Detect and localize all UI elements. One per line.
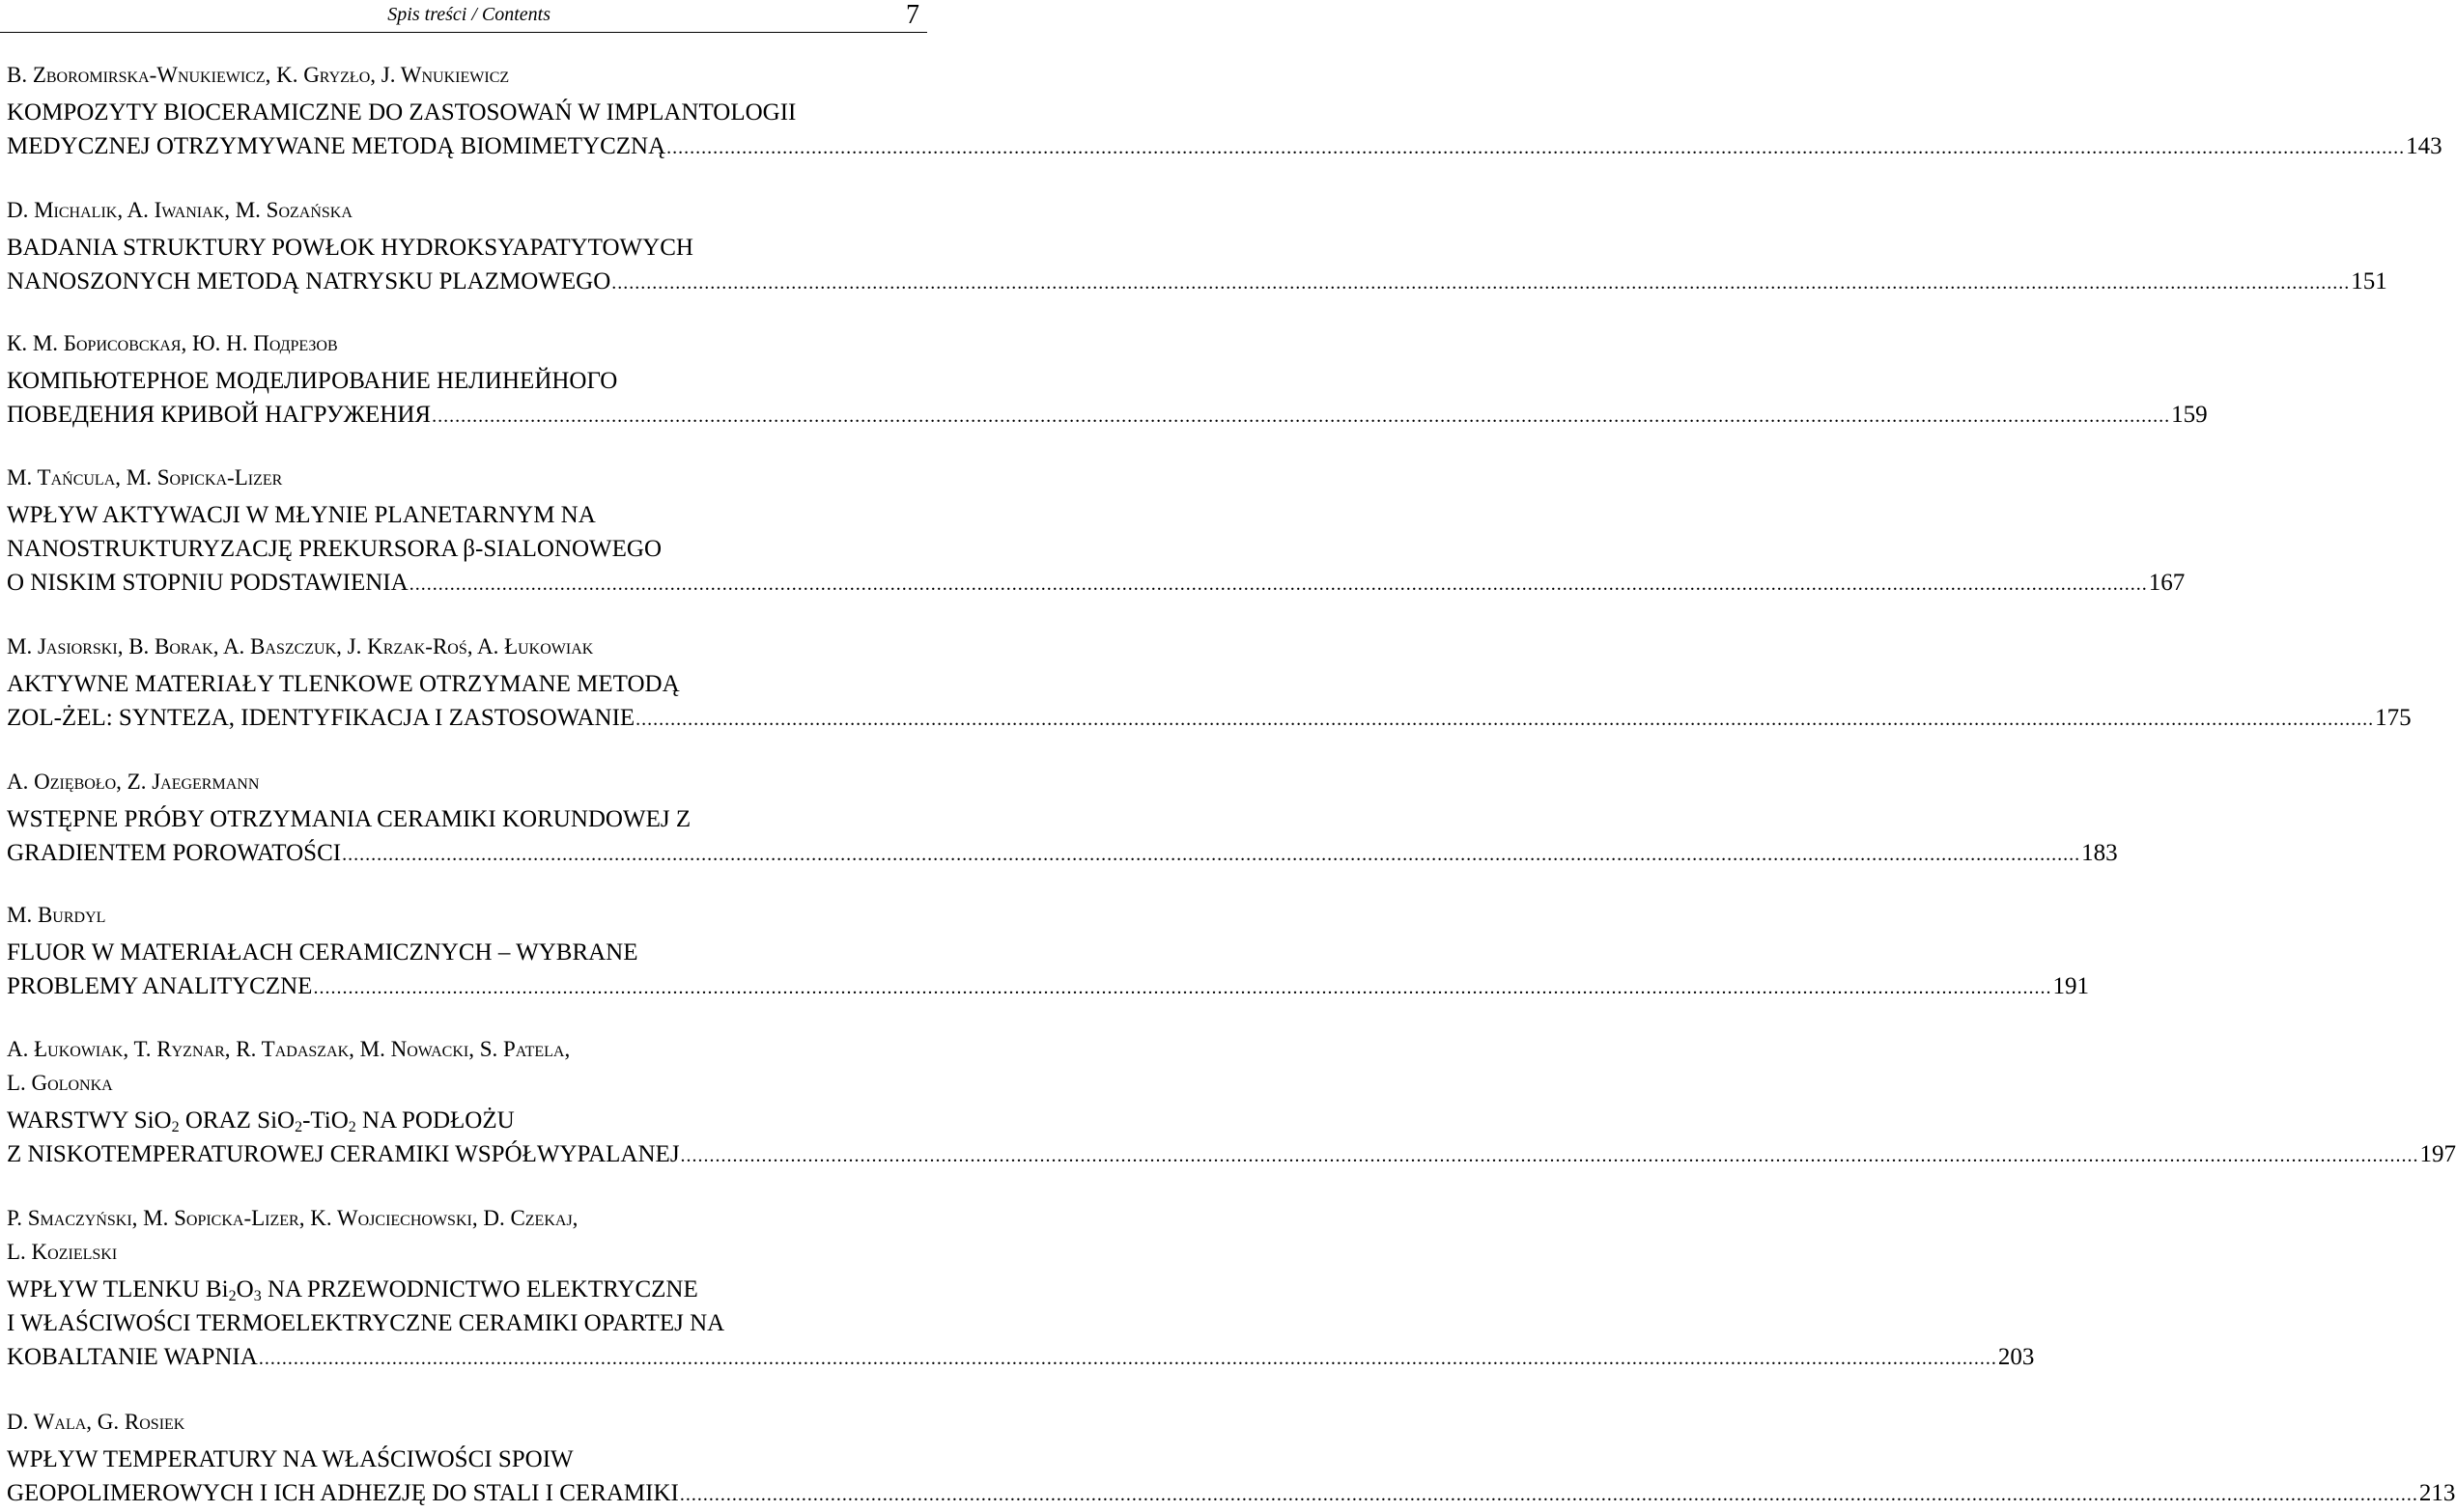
title-last-line <box>7 969 2089 1003</box>
leader-dots: ............................................................................................................................................................................................................................................................................................................ <box>679 1484 2418 1505</box>
subscript: 2 <box>348 1119 356 1135</box>
entry-page: 183 <box>2081 840 2118 866</box>
title-line: I WŁAŚCIWOŚCI TERMOELEKTRYCZNE CERAMIKI OPARTEJ NA <box>7 1310 725 1336</box>
leader-dots: ............................................................................................................................................................................................................................................................................................................ <box>611 272 2351 294</box>
title-line: WPŁYW AKTYWACJI W MŁYNIE PLANETARNYM NA <box>7 502 596 528</box>
subscript: 2 <box>228 1288 237 1304</box>
entry-page: 203 <box>1997 1344 2035 1370</box>
title-text: -TiO <box>302 1107 349 1134</box>
leader-dots: ............................................................................................................................................................................................................................................................................................................ <box>666 137 2406 158</box>
title-text: NA PODŁOŻU <box>355 1107 515 1134</box>
title-line: O NISKIM STOPNIU PODSTAWIENIA <box>7 570 409 596</box>
title-line: WPŁYW TEMPERATURY NA WŁAŚCIWOŚCI SPOIW <box>7 1446 574 1472</box>
entry-title <box>7 1273 2035 1374</box>
running-title: Spis treści / Contents <box>387 4 550 25</box>
entry-title <box>7 1442 2456 1510</box>
title-line: Z NISKOTEMPERATUROWEJ CERAMIKI WSPÓŁWYPALANEJ <box>7 1141 680 1167</box>
subscript: 2 <box>295 1119 303 1135</box>
entry-authors: M. Jasiorski, B. Borak, A. Baszczuk, J. Krzak-Roś, A. Łukowiak <box>7 634 594 658</box>
title-line: WSTĘPNE PRÓBY OTRZYMANIA CERAMIKI KORUNDOWEJ Z <box>7 806 692 832</box>
title-line: КОМПЬЮТЕРНОЕ МОДЕЛИРОВАНИЕ НЕЛИНЕЙНОГО <box>7 368 618 394</box>
page-number: 7 <box>906 0 919 30</box>
entry-title <box>7 802 2118 870</box>
title-line <box>7 1273 920 1306</box>
title-text: ORAZ SiO <box>179 1107 296 1134</box>
title-last-line <box>7 398 2208 432</box>
entry-page: 151 <box>2351 268 2387 294</box>
title-line: AKTYWNE MATERIAŁY TLENKOWE OTRZYMANE METODĄ <box>7 671 680 697</box>
toc-entry[interactable] <box>7 326 2208 432</box>
toc-entry[interactable] <box>7 765 2118 870</box>
title-last-line <box>7 701 2412 735</box>
toc-entry[interactable] <box>7 630 2412 735</box>
title-text: WPŁYW TLENKU Bi <box>7 1276 229 1302</box>
entry-authors: D. Michalik, A. Iwaniak, M. Sozańska <box>7 198 353 222</box>
entry-authors: A. Łukowiak, T. Ryznar, R. Tadaszak, M. Nowacki, S. Patela, <box>7 1037 571 1061</box>
entry-title <box>7 231 2387 298</box>
leader-dots: ............................................................................................................................................................................................................................................................................................................ <box>342 844 2081 865</box>
title-line: NANOSZONYCH METODĄ NATRYSKU PLAZMOWEGO <box>7 268 611 294</box>
title-line: MEDYCZNEJ OTRZYMYWANE METODĄ BIOMIMETYCZNĄ <box>7 133 666 159</box>
entry-page: 191 <box>2052 973 2089 999</box>
title-line: PROBLEMY ANALITYCZNE <box>7 973 313 999</box>
leader-dots: ............................................................................................................................................................................................................................................................................................................ <box>432 406 2171 427</box>
title-line: ПОВЕДЕНИЯ КРИВОЙ НАГРУЖЕНИЯ <box>7 402 432 428</box>
title-line: BADANIA STRUKTURY POWŁOK HYDROKSYAPATYTOWYCH <box>7 235 693 261</box>
title-line: NANOSTRUKTURYZACJĘ PREKURSORA β-SIALONOWEGO <box>7 536 663 562</box>
title-line <box>7 1104 920 1137</box>
entry-authors: P. Smaczyński, M. Sopicka-Lizer, K. Wojciechowski, D. Czekaj, <box>7 1206 579 1230</box>
leader-dots: ............................................................................................................................................................................................................................................................................................................ <box>680 1145 2419 1166</box>
toc-entry[interactable] <box>7 1201 2035 1374</box>
entry-page: 213 <box>2418 1480 2456 1506</box>
entry-title <box>7 364 2208 432</box>
title-line: GRADIENTEM POROWATOŚCI <box>7 840 342 866</box>
title-line: KOBALTANIE WAPNIA <box>7 1344 258 1370</box>
entry-authors: M. Tańcula, M. Sopicka-Lizer <box>7 465 283 490</box>
title-last-line <box>7 566 2186 600</box>
entry-title <box>7 96 2442 163</box>
entry-page: 167 <box>2148 570 2186 596</box>
title-last-line <box>7 129 2442 163</box>
title-last-line <box>7 1340 2035 1374</box>
title-line: GEOPOLIMEROWYCH I ICH ADHEZJĘ DO STALI I CERAMIKI <box>7 1480 679 1506</box>
entry-authors: D. Wala, G. Rosiek <box>7 1410 185 1434</box>
title-text: NA PRZEWODNICTWO ELEKTRYCZNE <box>261 1276 698 1302</box>
toc-entry[interactable] <box>7 461 2186 600</box>
entry-authors: L. Golonka <box>7 1071 113 1095</box>
title-line: FLUOR W MATERIAŁACH CERAMICZNYCH – WYBRANE <box>7 939 638 966</box>
title-last-line <box>7 1476 2456 1510</box>
entry-page: 197 <box>2419 1141 2456 1167</box>
leader-dots: ............................................................................................................................................................................................................................................................................................................ <box>258 1348 1997 1369</box>
entry-authors: К. М. Борисовская, Ю. Н. Подрезов <box>7 331 338 355</box>
entry-authors: A. Ozięboło, Z. Jaegermann <box>7 770 260 794</box>
toc-entry[interactable] <box>7 1405 2456 1510</box>
toc-entry[interactable] <box>7 58 2442 163</box>
leader-dots: ............................................................................................................................................................................................................................................................................................................ <box>635 709 2375 730</box>
title-last-line <box>7 836 2118 870</box>
entry-title <box>7 667 2412 735</box>
toc-entry[interactable] <box>7 898 2089 1003</box>
title-last-line <box>7 1137 2456 1171</box>
leader-dots: ............................................................................................................................................................................................................................................................................................................ <box>313 977 2052 998</box>
entry-authors: B. Zboromirska-Wnukiewicz, K. Gryzło, J. Wnukiewicz <box>7 63 510 87</box>
entry-page: 159 <box>2171 402 2208 428</box>
page-header <box>0 0 927 33</box>
title-line: KOMPOZYTY BIOCERAMICZNE DO ZASTOSOWAŃ W IMPLANTOLOGII <box>7 99 797 126</box>
leader-dots: ............................................................................................................................................................................................................................................................................................................ <box>409 574 2148 595</box>
title-line: ZOL-ŻEL: SYNTEZA, IDENTYFIKACJA I ZASTOSOWANIE <box>7 705 635 731</box>
entry-page: 175 <box>2375 705 2412 731</box>
toc-entry[interactable] <box>7 1032 2456 1171</box>
subscript: 3 <box>253 1288 262 1304</box>
title-last-line <box>7 265 2387 298</box>
title-text: O <box>236 1276 254 1302</box>
title-text: WARSTWY SiO <box>7 1107 172 1134</box>
entry-title <box>7 936 2089 1003</box>
subscript: 2 <box>171 1119 180 1135</box>
entry-page: 143 <box>2406 133 2442 159</box>
entry-title <box>7 498 2186 600</box>
entry-title <box>7 1104 2456 1171</box>
toc-entry[interactable] <box>7 193 2387 298</box>
entry-authors: L. Kozielski <box>7 1240 118 1264</box>
entry-authors: M. Burdyl <box>7 903 106 927</box>
